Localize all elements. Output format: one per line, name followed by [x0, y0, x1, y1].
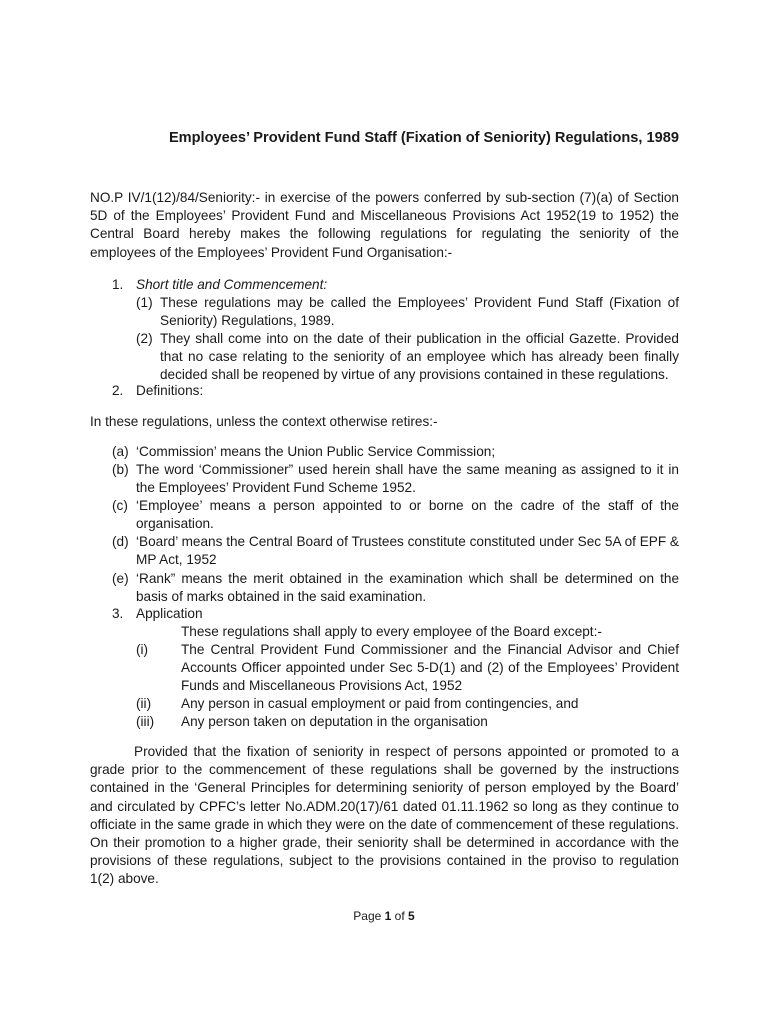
section-2-number: 2. [112, 383, 124, 398]
item-text: ‘Rank” means the merit obtained in the examination which shall be determined on the basis of marks obtained in the said examination. [136, 571, 679, 605]
item-marker: (e) [112, 571, 129, 586]
item-text: The Central Provident Fund Commissioner and the Financial Advisor and Chief Accounts Officer appointed under Sec 5-D(1) and (2) of the Employees’ Provident Funds and Miscellaneous Provisions Act, 1952 [181, 642, 679, 694]
section-1-item-1 [136, 294, 679, 330]
item-text: ‘Board’ means the Central Board of Trustees constitute constituted under Sec 5A of EPF & MP Act, 1952 [136, 534, 679, 568]
item-marker: (1) [136, 295, 153, 310]
definition-b [112, 461, 679, 497]
page-footer [0, 907, 768, 925]
item-marker: (d) [112, 534, 129, 549]
item-text: Any person in casual employment or paid from contingencies, and [181, 696, 579, 711]
footer-of-word: of [394, 909, 405, 923]
exception-i [136, 641, 679, 696]
item-text: Any person taken on deputation in the organisation [181, 714, 488, 729]
section-1-title: Short title and Commencement: [136, 277, 328, 292]
proviso-paragraph: Provided that the fixation of seniority in respect of persons appointed or promoted to a grade prior to the commencement of these regulations shall be governed by the instructions contained in the ‘General Principles for determining seniority of person employed by the Board’ and circulated by CPFC’s letter No.ADM.20(17)/61 dated 01.11.1962 so long as they continue to officiate in the same grade in which they were on the date of commencement of these regulations. On their promotion to a higher grade, their seniority shall be determined in accordance with the provisions of these regulations, subject to the provisions contained in the proviso to regulation 1(2) above. [90, 744, 679, 887]
item-marker: (2) [136, 331, 153, 346]
item-marker: (b) [112, 462, 129, 477]
exception-iii [136, 713, 679, 731]
item-text: The word ‘Commissioner” used herein shall have the same meaning as assigned to it in the Employees’ Provident Fund Scheme 1952. [136, 462, 679, 496]
item-text: These regulations may be called the Employees’ Provident Fund Staff (Fixation of Seniority) Regulations, 1989. [160, 295, 679, 329]
footer-page-word: Page [353, 909, 382, 923]
item-marker: (iii) [136, 714, 155, 729]
section-3-title: Application [136, 606, 203, 621]
section-1-number: 1. [112, 277, 124, 292]
definitions-lead: In these regulations, unless the context otherwise retires:- [90, 414, 438, 429]
definition-a [112, 443, 679, 461]
footer-total-pages: 5 [408, 909, 415, 923]
item-marker: (a) [112, 444, 129, 459]
application-lead: These regulations shall apply to every employee of the Board except:- [181, 624, 602, 639]
item-marker: (c) [112, 498, 128, 513]
document-title: Employees’ Provident Fund Staff (Fixation of Seniority) Regulations, 1989 [168, 130, 679, 146]
section-2-title: Definitions: [136, 383, 204, 398]
item-text: They shall come into on the date of their publication in the official Gazette. Provided that no case relating to the seniority of an employee which has already been finally decided shall be reopened by virtue of any provisions contained in these regulations. [160, 331, 679, 383]
definition-e [112, 570, 679, 606]
section-3-number: 3. [112, 606, 124, 621]
section-1-item-2 [136, 330, 679, 385]
item-marker: (i) [136, 642, 149, 657]
item-text: ‘Employee’ means a person appointed to or borne on the cadre of the staff of the organisation. [136, 498, 679, 532]
definition-d [112, 533, 679, 569]
intro-paragraph: NO.P IV/1(12)/84/Seniority:- in exercise of the powers conferred by sub-section (7)(a) of Section 5D of the Employees’ Provident Fund and Miscellaneous Provisions Act 1952(19 to 1952) the Central Board hereby makes the following regulations for regulating the seniority of the employees of the Employees’ Provident Fund Organisation:- [90, 190, 679, 260]
exception-ii [136, 695, 679, 713]
footer-current-page: 1 [384, 909, 392, 923]
item-text: ‘Commission’ means the Union Public Service Commission; [136, 444, 496, 459]
definition-c [112, 497, 679, 533]
item-marker: (ii) [136, 696, 152, 711]
